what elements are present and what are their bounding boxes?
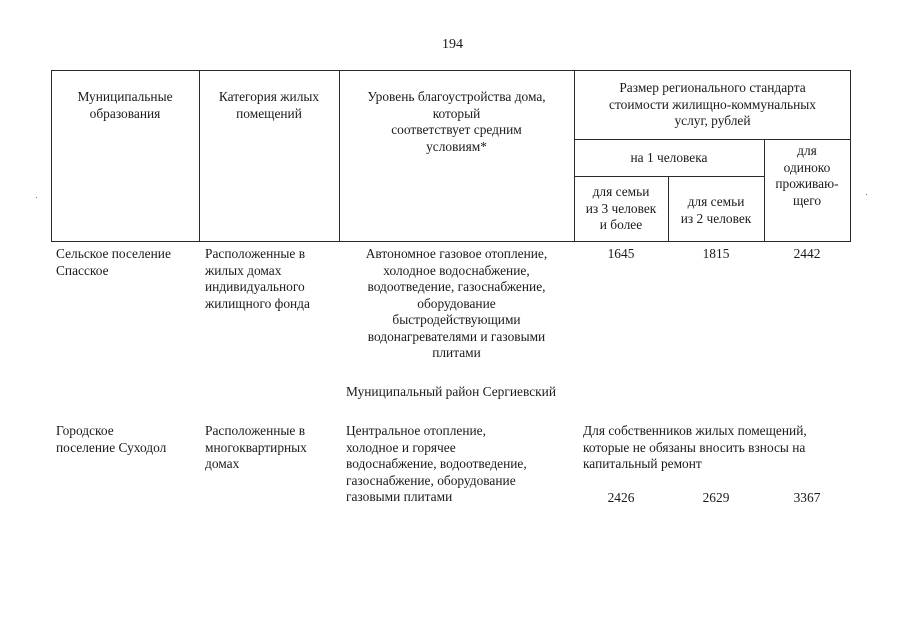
header-family-of-two: для семьи из 2 человек xyxy=(680,194,752,226)
scan-speck xyxy=(36,197,37,198)
row2-family2-value: 2629 xyxy=(702,490,730,505)
header-family-of-three: для семьи из 3 человек и более xyxy=(585,184,657,232)
row2-owner-note: Для собственников жилых помещений, которые не обязаны вносить взносы на капитальный ремонт xyxy=(583,423,807,471)
district-heading: Муниципальный район Сергиевский xyxy=(346,384,556,399)
row2-amenities: Центральное отопление, холодное и горячее водоснабжение, водоотведение, газоснабжение, оборудование газовыми плитами xyxy=(346,423,527,504)
table-top-border xyxy=(51,70,851,71)
table-header-bottom-border xyxy=(51,241,851,242)
row2-municipality: Городское поселение Суходол xyxy=(56,423,167,455)
row2-housing-category: Расположенные в многоквартирных домах xyxy=(205,423,307,471)
row1-amenities: Автономное газовое отопление, холодное водоснабжение, водоотведение, газоснабжение, оборудование быстродействующими водонагревателями и газовыми плитами xyxy=(365,246,548,360)
row1-family2-value: 1815 xyxy=(702,246,730,261)
per-person-divider xyxy=(574,176,764,177)
header-single-resident: для одиноко проживаю- щего xyxy=(775,143,839,208)
row1-housing-category: Расположенные в жилых домах индивидуального жилищного фонда xyxy=(205,246,310,311)
page-number: 194 xyxy=(442,37,463,52)
row2-single-value: 3367 xyxy=(793,490,821,505)
row1-municipality: Сельское поселение Спасское xyxy=(56,246,171,278)
row2-family3-value: 2426 xyxy=(607,490,635,505)
header-housing-category: Категория жилых помещений xyxy=(218,89,320,121)
group-header-divider xyxy=(574,139,851,140)
header-municipalities: Муниципальные образования xyxy=(77,89,173,121)
row1-single-value: 2442 xyxy=(793,246,821,261)
header-regional-standard: Размер регионального стандарта стоимости жилищно-коммунальных услуг, рублей xyxy=(609,80,816,128)
header-per-person: на 1 человека xyxy=(630,150,708,165)
row1-family3-value: 1645 xyxy=(607,246,635,261)
scan-speck xyxy=(866,194,867,195)
header-amenities-level: Уровень благоустройства дома, который соответствует средним условиям* xyxy=(367,89,546,154)
